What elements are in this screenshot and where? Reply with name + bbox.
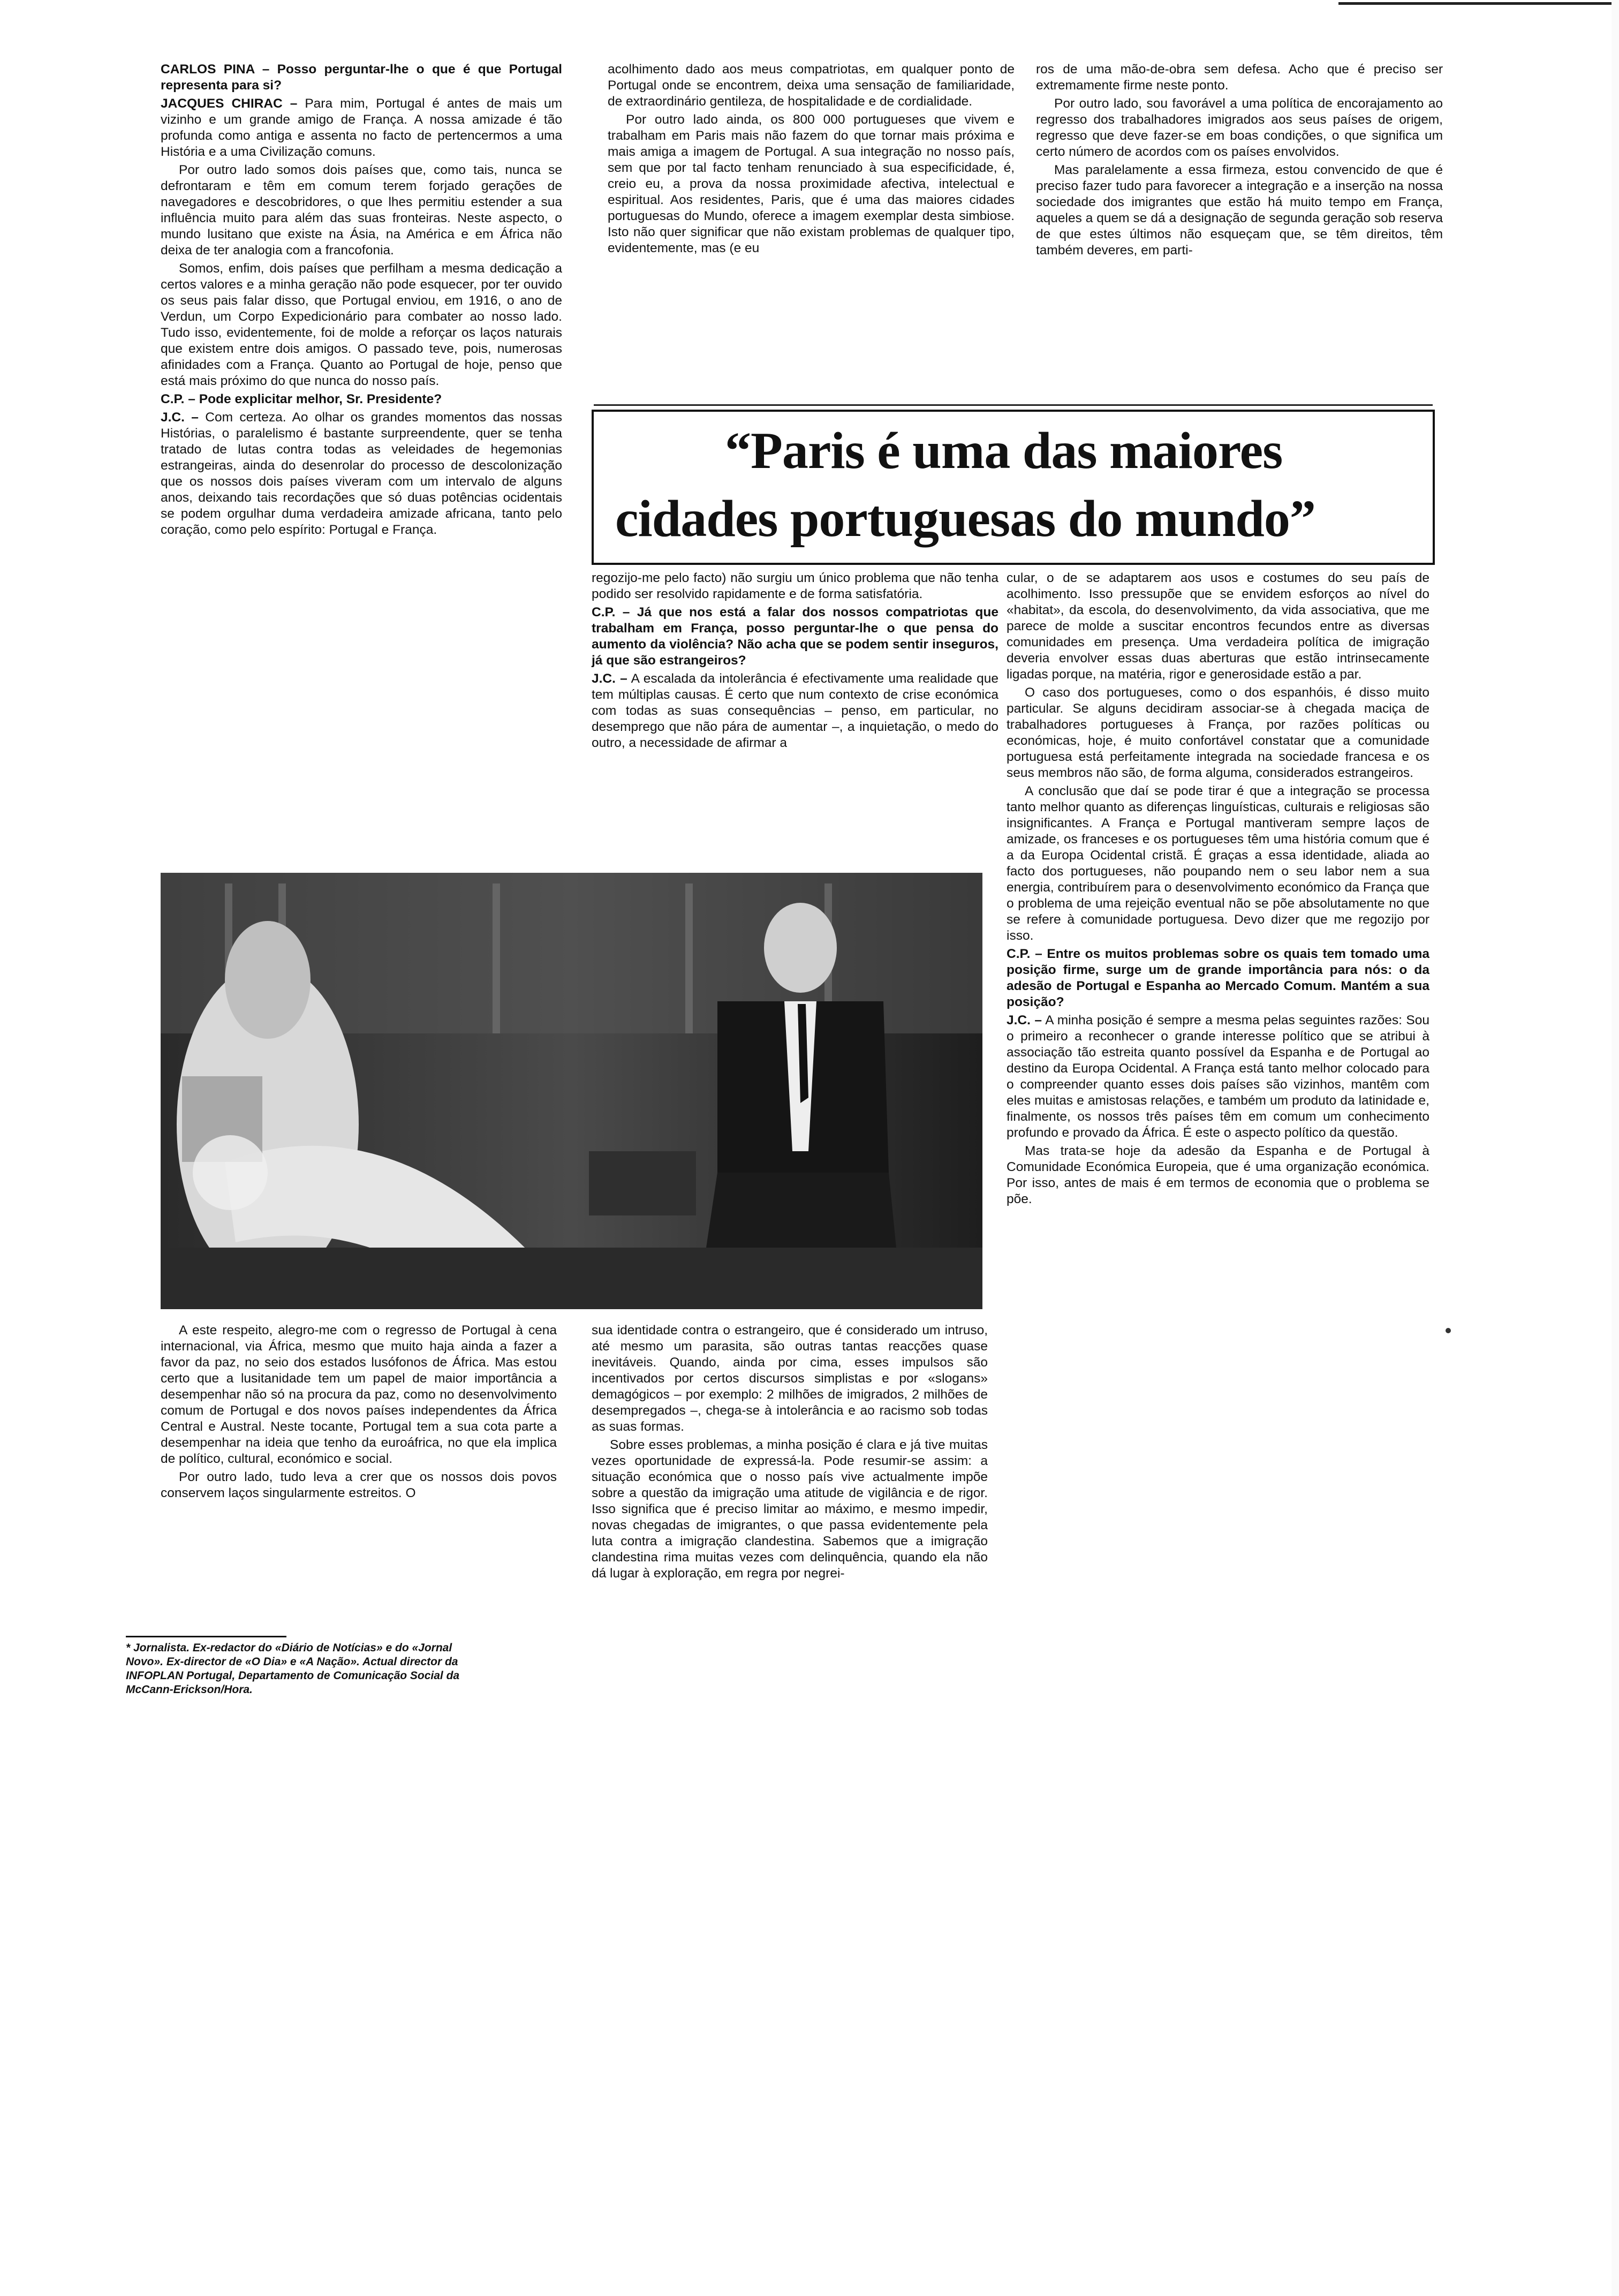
paragraph-text: Entre os muitos problemas sobre os quais tem tomado uma posição firme, surge um de grande importância para nós: o da adesão de Portugal e Espanha ao Mercado Comum. Mantém a sua posição? [1007,947,1429,1009]
paragraph-text: Mas trata-se hoje da adesão da Espanha e de Portugal à Comunidade Económica Europeia, que é uma organização económica. Por isso, antes de mais é em termos de economia que o problema se põe. [1007,1144,1429,1206]
paragraph-text: O caso dos portugueses, como o dos espanhóis, é disso muito particular. Se alguns decidiram associar-se à chegada maciça de trabalhadores portugueses à França, por razões políticas ou económicas, hoje, é muito confortável constatar que a comunidade portuguesa está perfeitamente integrada na sociedade francesa e os seus membros não são, de forma alguma, considerados estrangeiros. [1007,685,1429,780]
paragraph-text: Sobre esses problemas, a minha posição é clara e já tive muitas vezes oportunidade de expressá-la. Pode resumir-se assim: a situação económica que o nosso país vive actualmente impõe sobre a questão da imigração uma atitude de vigilância e de rigor. Isso significa que é preciso limitar ao máximo, e mesmo impedir, novas chegadas de imigrantes, o que passa evidentemente pela luta contra a imigração clandestina. Sabemos que a imigração clandestina rima muitas vezes com delinquência, quando ela não dá lugar à exploração, em regra por negrei- [592,1438,988,1581]
speaker-label: C.P. – [592,605,630,620]
article-paragraph [1007,685,1429,781]
author-footnote: * Jornalista. Ex-redactor do «Diário de Notícias» e do «Jornal Novo». Ex-director de «O Dia» e «A Nação». Actual director da INFOPLAN Portugal, Departamento de Comunicação Social da McCann-Erickson/Hora. [126,1642,460,1696]
interview-question [161,391,562,407]
speaker-label: J.C. – [1007,1013,1042,1028]
article-paragraph [161,1469,557,1501]
interview-question [161,62,562,94]
paragraph-text: A escalada da intolerância é efectivamente uma realidade que tem múltiplas causas. É certo que num contexto de crise económica com todas as suas consequências – penso, em particular, no desemprego que não pára de aumentar –, a inquietação, o medo do outro, a necessidade de afirmar a [592,671,998,750]
headline-line-1: “Paris é uma das maiores [725,422,1283,480]
speaker-label: J.C. – [161,410,199,425]
article-paragraph [161,261,562,389]
article-paragraph [1036,62,1443,94]
article-paragraph [592,1437,988,1582]
paragraph-text: Já que nos está a falar dos nossos compatriotas que trabalham em França, posso perguntar-lhe o que pensa do aumento da violência? Não acha que se podem sentir inseguros, já que são estrangeiros? [592,605,998,668]
paragraph-text: cular, o de se adaptarem aos usos e costumes do seu país de acolhimento. Isso pressupõe que se envidem esforços ao nível do «habitat», da escola, do desenvolvimento, da vida associativa, que me parece de molde a suscitar encontros fecundos entre as diversas comunidades em presença. Uma verdadeira política de imigração deveria envolver essas duas aberturas que estão intrinsecamente ligadas porque, na matéria, rigor e generosidade estão a par. [1007,571,1429,682]
paragraph-text: Por outro lado somos dois países que, como tais, nunca se defrontaram e têm em comum terem forjado gerações de navegadores e descobridores, o que lhes permitiu estender a sua influência muito para além das suas fronteiras. Neste aspecto, o mundo lusitano que existe na Ásia, na América e em África não deixa de ter analogia com a francofonia. [161,163,562,258]
column-1-top [161,62,562,540]
paragraph-text: A este respeito, alegro-me com o regresso de Portugal à cena internacional, via África, mesmo que muito haja ainda a fazer a favor da paz, no seio dos estados lusófonos de África. Mas estou certo que a lusitanidade tem um papel de maior importância a desempenhar não só na procura da paz, como no desenvolvimento comum de Portugal e dos novos países independentes da África Central e Austral. Neste tocante, Portugal tem a sua cota parte a desempenhar na ideia que tenho da euroáfrica, no que ela implica de político, cultural, económico e social. [161,1323,557,1466]
paragraph-text: Mas paralelamente a essa firmeza, estou convencido de que é preciso fazer tudo para favorecer a integração e a inserção na nossa sociedade dos imigrantes que estão há muito tempo em França, aqueles a quem se dá a designação de segunda geração sob reserva de que estes últimos não esqueçam que, se têm direitos, têm também deveres, em parti- [1036,163,1443,258]
print-speck [1446,1328,1451,1333]
paragraph-text: Por outro lado ainda, os 800 000 portugueses que vivem e trabalham em Paris mais não fazem do que tornar mais próxima e mais amiga a imagem de Portugal. A sua integração no nosso país, sem que por tal facto tenham renunciado à sua especificidade, é, creio eu, a prova da nossa proximidade afectiva, intelectual e espiritual. Aos residentes, Paris, que é uma das maiores cidades portuguesas do Mundo, oferece a imagem exemplar desta simbiose. Isto não quer significar que não existam problemas de qualquer tipo, evidentemente, mas (e eu [608,112,1015,255]
paragraph-text: sua identidade contra o estrangeiro, que é considerado um intruso, até mesmo um parasita, são outras tantas reacções quase inevitáveis. Quando, ainda por cima, esses impulsos são incentivados por certos discursos simplistas e por «slogans» demagógicos – por exemplo: 2 milhões de imigrados, 2 milhões de desempregados –, chega-se à intolerância e ao racismo sob todas as suas formas. [592,1323,988,1434]
article-paragraph [1007,1143,1429,1207]
column-3-top [1036,62,1443,261]
column-2-middle [592,570,998,753]
speaker-label: C.P. – [161,392,195,406]
article-paragraph [608,62,1015,110]
paragraph-text: Posso perguntar-lhe o que é que Portugal representa para si? [161,62,562,93]
article-paragraph [1036,96,1443,160]
column-1-bottom [161,1323,557,1504]
article-paragraph [592,1323,988,1435]
paragraph-text: Pode explicitar melhor, Sr. Presidente? [199,392,442,406]
speaker-label: JACQUES CHIRAC – [161,96,298,111]
paragraph-text: Com certeza. Ao olhar os grandes momentos das nossas Histórias, o paralelismo é bastante surpreendente, quer se tenha tratado de lutas contra todas as veleidades de hegemonias estrangeiras, ainda do desenrolar do processo de descolonização que os nossos dois países viveram com um intervalo de alguns anos, deixando tais recordações que só duas potências ocidentais se podem orgulhar duma verdadeira amizade africana, tanto pelo coração, como pelo espírito: Portugal e França. [161,410,562,537]
paragraph-text: acolhimento dado aos meus compatriotas, em qualquer ponto de Portugal onde se encontrem, deixa uma sensação de familiaridade, de extraordinário gentileza, de hospitalidade e de cordialidade. [608,62,1015,109]
headline-rule [594,404,1433,406]
article-paragraph [1036,162,1443,259]
column-2-bottom [592,1323,988,1584]
pull-quote-headline [592,410,1435,565]
paragraph-text: A conclusão que daí se pode tirar é que a integração se processa tanto melhor quanto as diferenças linguísticas, culturais e religiosas são insignificantes. A França e Portugal mantiveram sempre laços de amizade, os franceses e os portugueses têm uma história comum que é a da Europa Ocidental cristã. É graças a essa identidade, aliada ao facto dos portugueses, não poupando nem o seu labor nem a sua energia, contribuírem para o desenvolvimento económico da França que o problema de uma rejeição eventual não se põe absolutamente no que se refere à comunidade portuguesa. Devo dizer que me regozijo por isso. [1007,784,1429,943]
paragraph-text: ros de uma mão-de-obra sem defesa. Acho que é preciso ser extremamente firme neste ponto. [1036,62,1443,93]
interview-question [1007,946,1429,1010]
article-paragraph [592,671,998,751]
footnote-rule [126,1636,286,1637]
article-paragraph [161,410,562,538]
top-rule [1338,2,1612,5]
paragraph-text: A minha posição é sempre a mesma pelas seguintes razões: Sou o primeiro a reconhecer o grande interesse político que se atribui à associação tão estreita quanto possível da Espanha e de Portugal ao destino da Europa Ocidental. A França está tanto melhor colocado para o compreender quanto esses dois países são vizinhos, mantêm com eles muitas e amistosas relações, e também um produto da latinidade e, finalmente, os nossos três países têm em comum um conhecimento profundo e provado da África. É este o aspecto político da questão. [1007,1013,1429,1140]
article-paragraph [161,96,562,160]
paragraph-text: Somos, enfim, dois países que perfilham a mesma dedicação a certos valores e a minha geração não pode esquecer, por ter ouvido os seus pais falar disso, que Portugal enviou, em 1916, o ano de Verdun, um Corpo Expedicionário para combater ao nosso lado. Tudo isso, evidentemente, foi de molde a reforçar os laços naturais que existem entre dois amigos. O passado teve, pois, numerosas afinidades com a França. Quanto ao Portugal de hoje, penso que está mais próximo do que nunca do nosso país. [161,261,562,388]
column-2-top [608,62,1015,259]
article-paragraph [1007,570,1429,683]
article-paragraph [161,162,562,259]
paragraph-text: regozijo-me pelo facto) não surgiu um único problema que não tenha podido ser resolvido rapidamente e de forma satisfatória. [592,571,998,601]
interview-question [592,605,998,669]
article-paragraph [608,112,1015,256]
article-paragraph [161,1323,557,1467]
interview-photo [161,873,982,1309]
paragraph-text: Para mim, Portugal é antes de mais um vizinho e um grande amigo de França. A nossa amizade é tão profunda como antiga e assenta no facto de pertencermos a uma História e a uma Civilização comuns. [161,96,562,159]
article-paragraph [1007,783,1429,944]
paragraph-text: Por outro lado, sou favorável a uma política de encorajamento ao regresso dos trabalhadores imigrados aos seus países de origem, regresso que deve fazer-se em boas condições, o que significa um certo número de acordos com os países envolvidos. [1036,96,1443,159]
headline-line-2: cidades portuguesas do mundo” [615,490,1315,548]
speaker-label: J.C. – [592,671,627,686]
article-paragraph [592,570,998,602]
page-edge [1612,0,1619,2296]
column-3-middle [1007,570,1429,1210]
article-paragraph [1007,1013,1429,1141]
paragraph-text: Por outro lado, tudo leva a crer que os nossos dois povos conservem laços singularmente estreitos. O [161,1470,557,1500]
speaker-label: C.P. – [1007,947,1042,961]
speaker-label: CARLOS PINA – [161,62,270,77]
